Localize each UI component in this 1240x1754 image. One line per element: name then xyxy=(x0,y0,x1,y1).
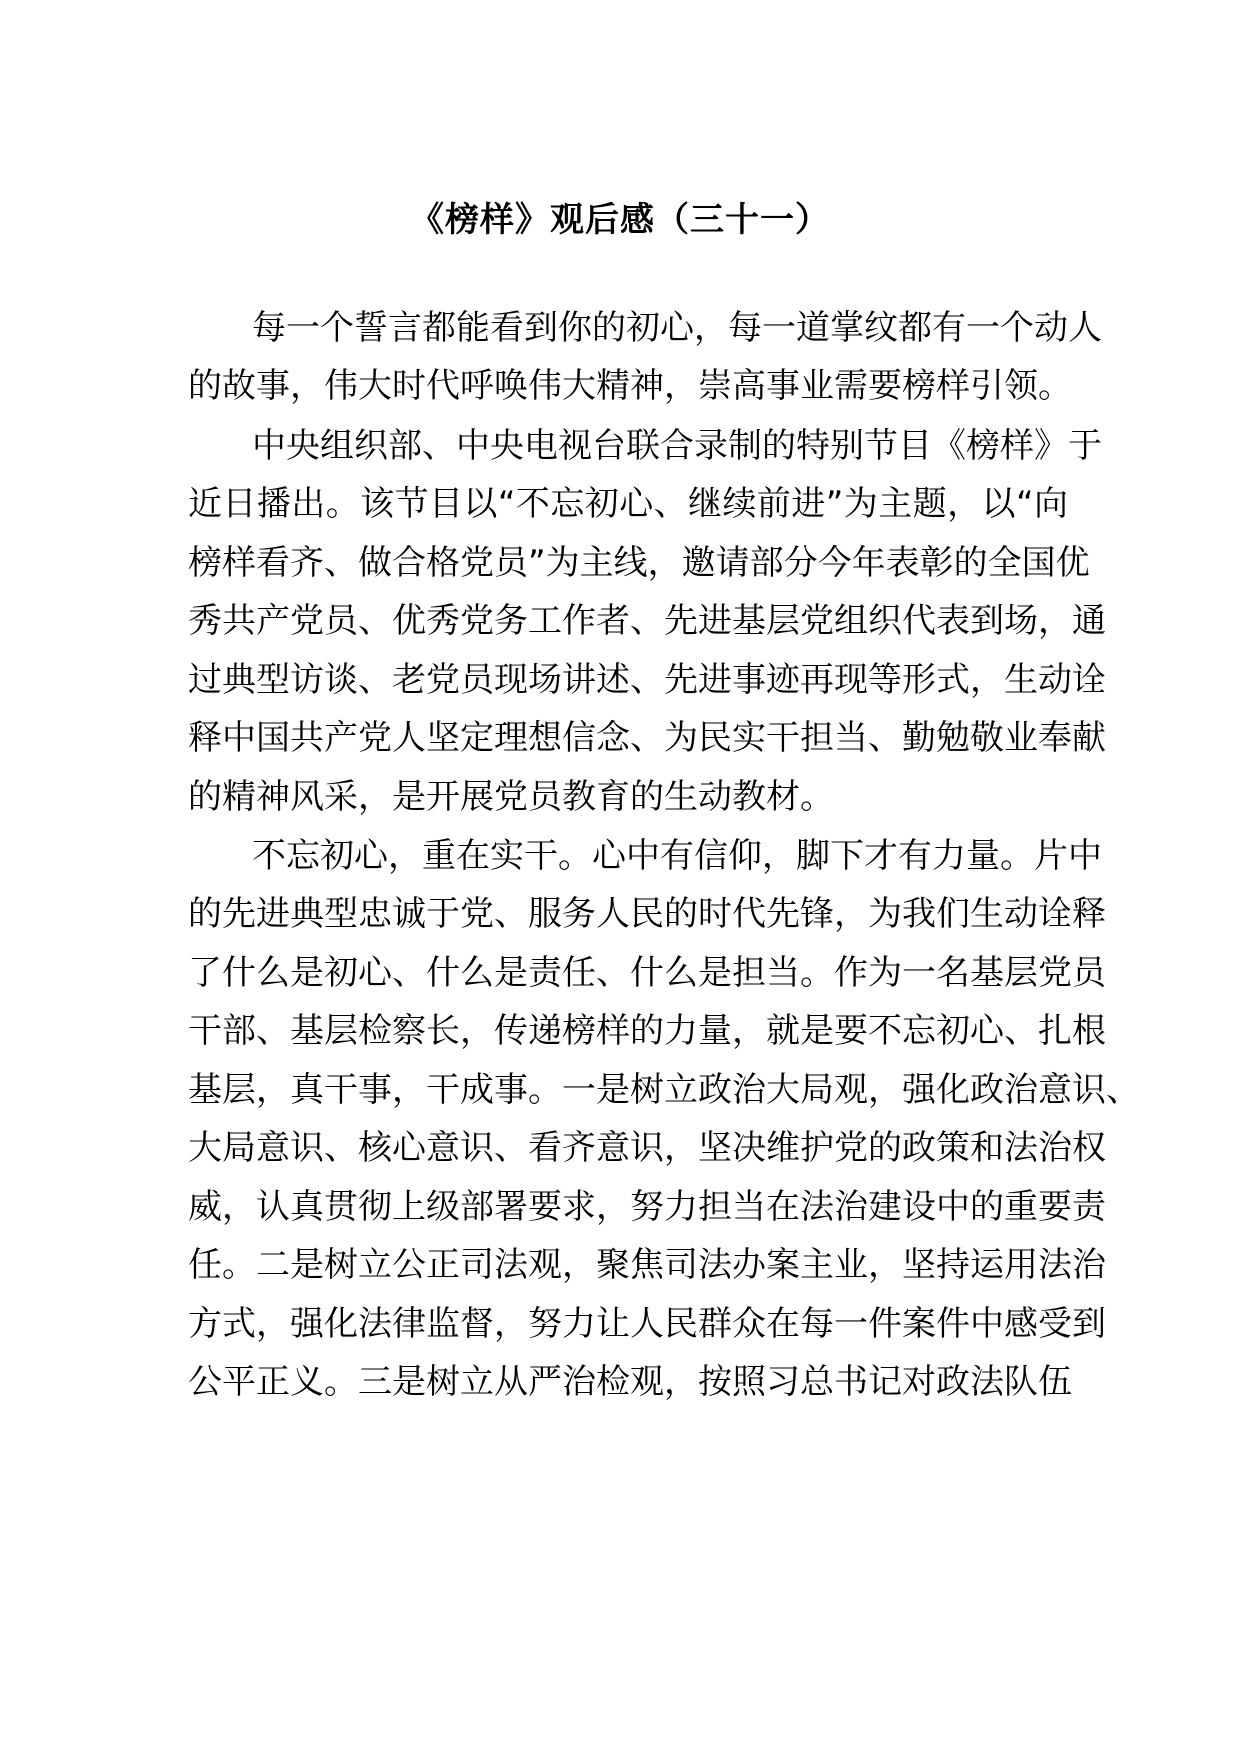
text-line: 的故事，伟大时代呼唤伟大精神，崇高事业需要榜样引领。 xyxy=(188,366,1072,406)
text-line: 每一个誓言都能看到你的初心，每一道掌纹都有一个动人 xyxy=(252,308,1102,348)
text-line: 的精神风采，是开展党员教育的生动教材。 xyxy=(188,777,834,817)
text-line: 公平正义。三是树立从严治检观，按照习总书记对政法队伍 xyxy=(188,1362,1072,1402)
text-line: 秀共产党员、优秀党务工作者、先进基层党组织代表到场，通 xyxy=(188,601,1106,641)
text-line: 近日播出。该节目以“不忘初心、继续前进”为主题，以“向 xyxy=(188,484,1068,524)
text-line: 不忘初心，重在实干。心中有信仰，脚下才有力量。片中 xyxy=(252,836,1102,876)
text-line: 干部、基层检察长，传递榜样的力量，就是要不忘初心、扎根 xyxy=(188,1011,1106,1051)
text-line: 过典型访谈、老党员现场讲述、先进事迹再现等形式，生动诠 xyxy=(188,660,1106,700)
text-line: 释中国共产党人坚定理想信念、为民实干担当、勤勉敬业奉献 xyxy=(188,718,1106,758)
text-line: 威，认真贯彻上级部署要求，努力担当在法治建设中的重要责 xyxy=(188,1187,1106,1227)
text-line: 中央组织部、中央电视台联合录制的特别节目《榜样》于 xyxy=(252,426,1102,466)
text-line: 基层，真干事，干成事。一是树立政治大局观，强化政治意识、 xyxy=(188,1070,1140,1110)
text-line: 方式，强化法律监督，努力让人民群众在每一件案件中感受到 xyxy=(188,1304,1106,1344)
text-line: 榜样看齐、做合格党员”为主线，邀请部分今年表彰的全国优 xyxy=(188,543,1090,583)
text-line: 大局意识、核心意识、看齐意识，坚决维护党的政策和法治权 xyxy=(188,1128,1106,1168)
text-line: 了什么是初心、什么是责任、什么是担当。作为一名基层党员 xyxy=(188,953,1106,993)
document-title: 《榜样》观后感（三十一） xyxy=(410,200,830,240)
text-line: 任。二是树立公正司法观，聚焦司法办案主业，坚持运用法治 xyxy=(188,1245,1106,1285)
text-line: 的先进典型忠诚于党、服务人民的时代先锋，为我们生动诠释 xyxy=(188,894,1106,934)
